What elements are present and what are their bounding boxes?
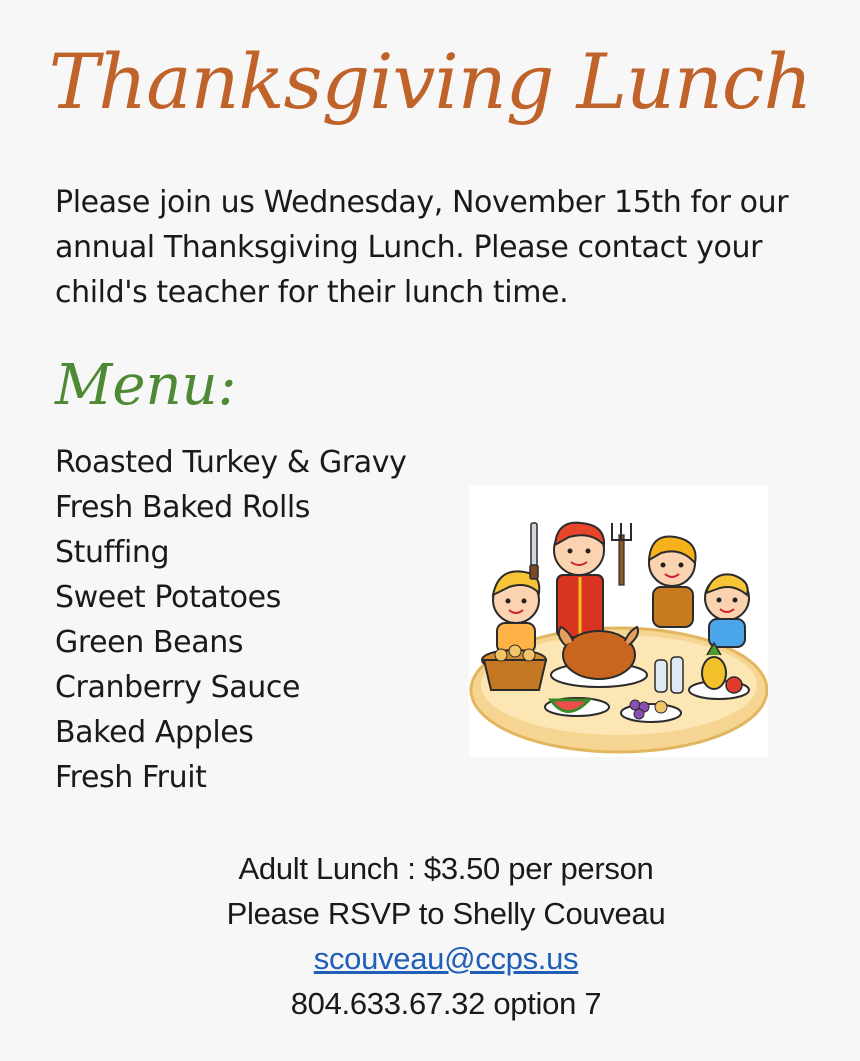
menu-heading: Menu:: [55, 353, 237, 418]
page-title: Thanksgiving Lunch: [48, 37, 812, 126]
menu-item: Baked Apples: [55, 715, 254, 750]
contact-info: [0, 846, 860, 1026]
menu-list: [55, 440, 406, 800]
family-thanksgiving-dinner-icon: [469, 485, 768, 757]
menu-item: Cranberry Sauce: [55, 670, 301, 705]
menu-item: Sweet Potatoes: [55, 580, 281, 615]
menu-item: Stuffing: [55, 535, 170, 570]
menu-item: Roasted Turkey & Gravy: [55, 445, 407, 480]
menu-item: Green Beans: [55, 625, 244, 660]
menu-item: Fresh Fruit: [55, 760, 207, 795]
family-dinner-illustration: [469, 485, 768, 757]
intro-paragraph: Please join us Wednesday, November 15th for our annual Thanksgiving Lunch. Please contact your child's teacher for their lunch time.: [55, 185, 789, 310]
adult-lunch-price: Adult Lunch : $3.50 per person: [238, 851, 654, 886]
rsvp-text: Please RSVP to Shelly Couveau: [226, 896, 666, 931]
email-link[interactable]: scouveau@ccps.us: [313, 941, 579, 976]
phone-number: 804.633.67.32 option 7: [290, 986, 602, 1021]
menu-item: Fresh Baked Rolls: [55, 490, 311, 525]
